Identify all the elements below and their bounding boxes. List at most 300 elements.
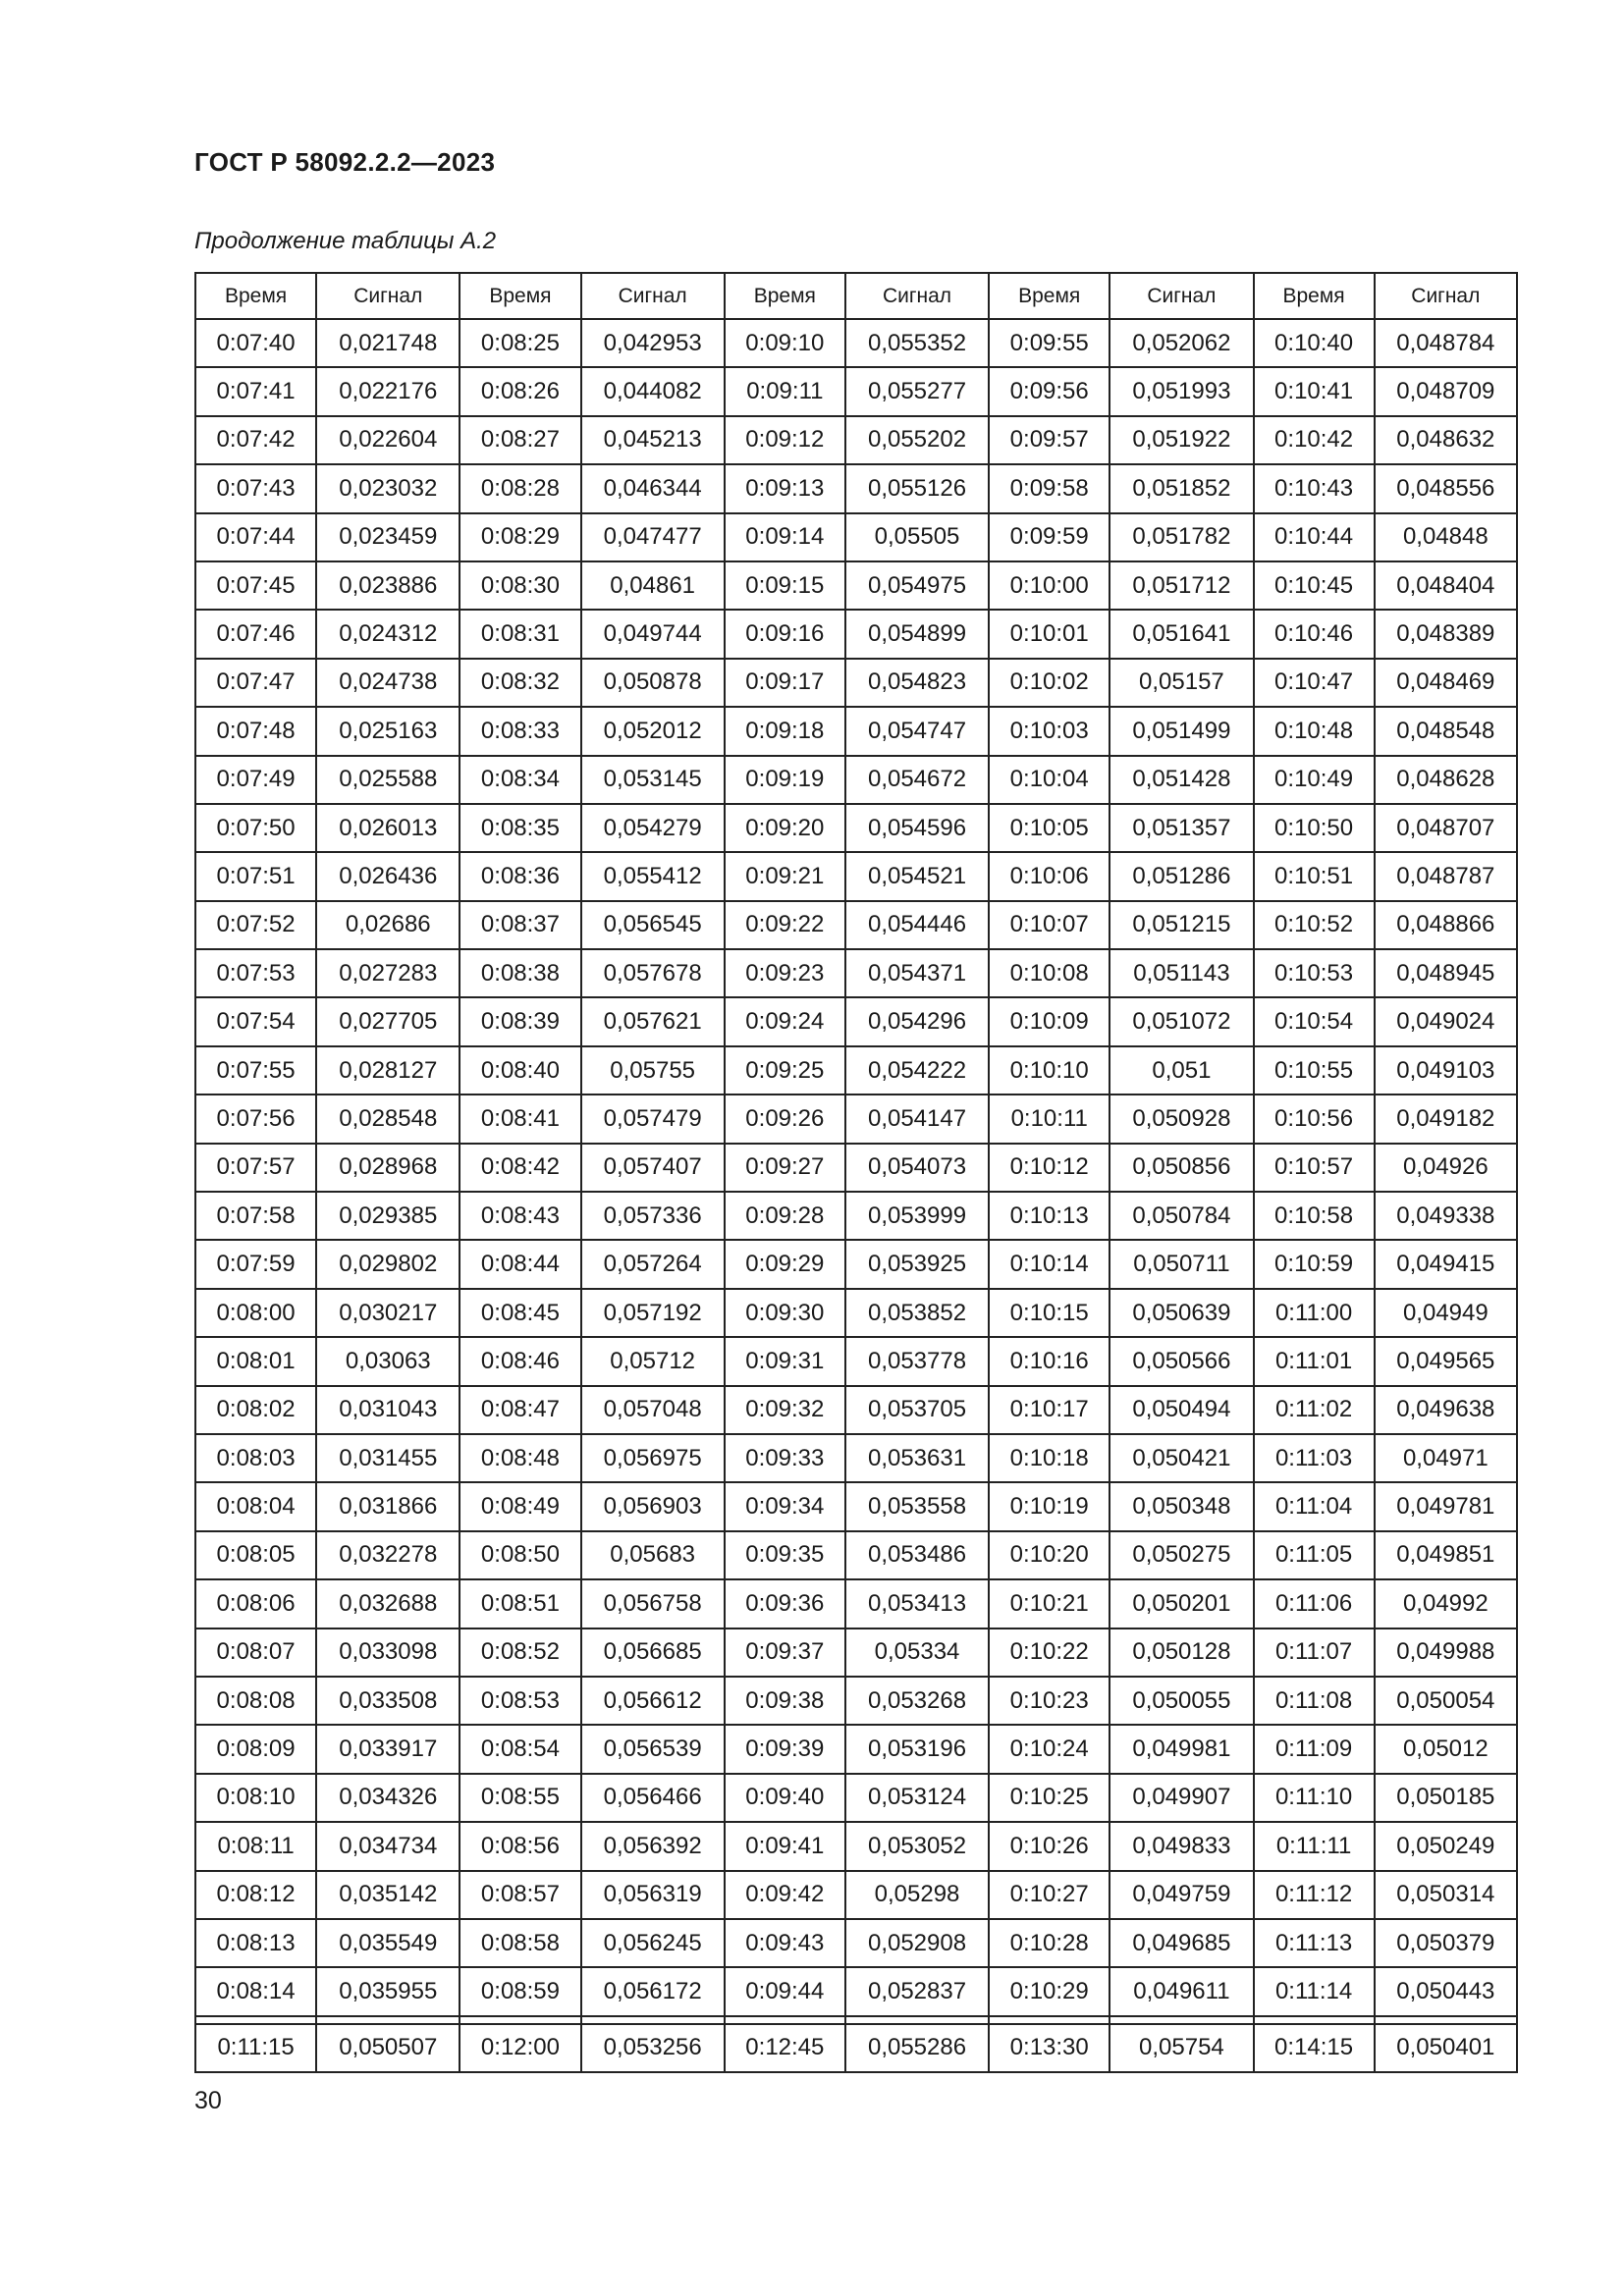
signal-cell: 0,054672: [845, 756, 989, 804]
time-cell: 0:09:40: [725, 1774, 845, 1822]
time-cell: 0:08:47: [460, 1386, 580, 1434]
signal-cell: 0,050928: [1110, 1095, 1253, 1143]
separator-cell: [989, 2016, 1110, 2024]
time-cell: 0:10:41: [1254, 367, 1375, 415]
signal-cell: 0,030217: [316, 1289, 460, 1337]
table-row: [195, 513, 1517, 561]
separator-cell: [316, 2016, 460, 2024]
time-cell: 0:09:31: [725, 1337, 845, 1385]
time-cell: 0:09:33: [725, 1434, 845, 1482]
signal-cell: 0,054975: [845, 561, 989, 610]
time-cell: 0:08:33: [460, 707, 580, 755]
table-row: [195, 464, 1517, 512]
signal-cell: 0,051215: [1110, 901, 1253, 949]
time-cell: 0:10:21: [989, 1579, 1110, 1628]
time-cell: 0:07:46: [195, 610, 316, 658]
table-separator: [195, 2016, 1517, 2024]
time-cell: 0:09:42: [725, 1871, 845, 1919]
time-cell: 0:10:14: [989, 1240, 1110, 1288]
signal-cell: 0,048548: [1375, 707, 1517, 755]
signal-cell: 0,051: [1110, 1046, 1253, 1095]
signal-cell: 0,042953: [581, 319, 725, 367]
column-header-signal: Сигнал: [581, 273, 725, 319]
table-row: [195, 1871, 1517, 1919]
table-row: [195, 1822, 1517, 1870]
signal-cell: 0,049744: [581, 610, 725, 658]
signal-cell: 0,051286: [1110, 852, 1253, 900]
signal-cell: 0,057192: [581, 1289, 725, 1337]
time-cell: 0:08:37: [460, 901, 580, 949]
signal-cell: 0,049988: [1375, 1629, 1517, 1677]
table-row: [195, 1725, 1517, 1773]
time-cell: 0:10:29: [989, 1967, 1110, 2015]
signal-cell: 0,053925: [845, 1240, 989, 1288]
signal-cell: 0,055202: [845, 416, 989, 464]
signal-cell: 0,02686: [316, 901, 460, 949]
signal-cell: 0,050443: [1375, 1967, 1517, 2015]
time-cell: 0:08:27: [460, 416, 580, 464]
time-cell: 0:09:56: [989, 367, 1110, 415]
signal-cell: 0,053486: [845, 1531, 989, 1579]
time-cell: 0:10:28: [989, 1919, 1110, 1967]
signal-cell: 0,022176: [316, 367, 460, 415]
time-cell: 0:11:13: [1254, 1919, 1375, 1967]
time-cell: 0:10:05: [989, 804, 1110, 852]
table-row: [195, 852, 1517, 900]
signal-cell: 0,050711: [1110, 1240, 1253, 1288]
signal-cell: 0,051143: [1110, 949, 1253, 997]
separator-cell: [581, 2016, 725, 2024]
signal-cell: 0,053631: [845, 1434, 989, 1482]
signal-cell: 0,049833: [1110, 1822, 1253, 1870]
signal-cell: 0,053413: [845, 1579, 989, 1628]
time-cell: 0:07:44: [195, 513, 316, 561]
time-cell: 0:11:11: [1254, 1822, 1375, 1870]
signal-cell: 0,051357: [1110, 804, 1253, 852]
signal-cell: 0,048389: [1375, 610, 1517, 658]
signal-cell: 0,05712: [581, 1337, 725, 1385]
time-cell: 0:08:44: [460, 1240, 580, 1288]
signal-cell: 0,056319: [581, 1871, 725, 1919]
table-row: [195, 1095, 1517, 1143]
signal-cell: 0,048469: [1375, 659, 1517, 707]
signal-cell: 0,055286: [845, 2024, 989, 2072]
time-cell: 0:08:04: [195, 1482, 316, 1530]
time-cell: 0:08:40: [460, 1046, 580, 1095]
table-row: [195, 756, 1517, 804]
time-cell: 0:13:30: [989, 2024, 1110, 2072]
time-cell: 0:10:58: [1254, 1192, 1375, 1240]
time-cell: 0:08:56: [460, 1822, 580, 1870]
column-header-time: Время: [1254, 273, 1375, 319]
time-cell: 0:10:22: [989, 1629, 1110, 1677]
table-row: [195, 1919, 1517, 1967]
signal-cell: 0,048628: [1375, 756, 1517, 804]
time-cell: 0:08:06: [195, 1579, 316, 1628]
time-cell: 0:08:53: [460, 1677, 580, 1725]
table-row: [195, 1046, 1517, 1095]
time-cell: 0:08:49: [460, 1482, 580, 1530]
time-cell: 0:10:56: [1254, 1095, 1375, 1143]
table-row: [195, 319, 1517, 367]
signal-cell: 0,033098: [316, 1629, 460, 1677]
time-cell: 0:07:56: [195, 1095, 316, 1143]
time-cell: 0:08:07: [195, 1629, 316, 1677]
time-cell: 0:11:01: [1254, 1337, 1375, 1385]
signal-cell: 0,049565: [1375, 1337, 1517, 1385]
time-cell: 0:08:13: [195, 1919, 316, 1967]
time-cell: 0:09:17: [725, 659, 845, 707]
signal-cell: 0,049103: [1375, 1046, 1517, 1095]
signal-cell: 0,028127: [316, 1046, 460, 1095]
time-cell: 0:10:01: [989, 610, 1110, 658]
signal-cell: 0,034734: [316, 1822, 460, 1870]
signal-cell: 0,048556: [1375, 464, 1517, 512]
time-cell: 0:10:06: [989, 852, 1110, 900]
signal-cell: 0,053256: [581, 2024, 725, 2072]
signal-cell: 0,051852: [1110, 464, 1253, 512]
time-cell: 0:10:59: [1254, 1240, 1375, 1288]
time-cell: 0:10:18: [989, 1434, 1110, 1482]
time-cell: 0:10:11: [989, 1095, 1110, 1143]
time-cell: 0:10:40: [1254, 319, 1375, 367]
signal-cell: 0,054899: [845, 610, 989, 658]
separator-cell: [460, 2016, 580, 2024]
time-cell: 0:07:55: [195, 1046, 316, 1095]
signal-cell: 0,050379: [1375, 1919, 1517, 1967]
signal-cell: 0,051712: [1110, 561, 1253, 610]
signal-cell: 0,050348: [1110, 1482, 1253, 1530]
signal-cell: 0,031043: [316, 1386, 460, 1434]
separator-cell: [1375, 2016, 1517, 2024]
time-cell: 0:09:18: [725, 707, 845, 755]
time-cell: 0:09:43: [725, 1919, 845, 1967]
signal-cell: 0,049182: [1375, 1095, 1517, 1143]
table-row: [195, 1677, 1517, 1725]
time-cell: 0:07:52: [195, 901, 316, 949]
time-cell: 0:09:55: [989, 319, 1110, 367]
signal-cell: 0,033508: [316, 1677, 460, 1725]
table-row: [195, 1531, 1517, 1579]
signal-cell: 0,029385: [316, 1192, 460, 1240]
time-cell: 0:10:27: [989, 1871, 1110, 1919]
signal-cell: 0,049611: [1110, 1967, 1253, 2015]
signal-cell: 0,054596: [845, 804, 989, 852]
time-cell: 0:07:45: [195, 561, 316, 610]
table-row: [195, 1774, 1517, 1822]
time-cell: 0:10:02: [989, 659, 1110, 707]
signal-cell: 0,050878: [581, 659, 725, 707]
time-cell: 0:10:00: [989, 561, 1110, 610]
signal-cell: 0,049907: [1110, 1774, 1253, 1822]
time-cell: 0:10:57: [1254, 1144, 1375, 1192]
signal-cell: 0,053705: [845, 1386, 989, 1434]
time-cell: 0:08:45: [460, 1289, 580, 1337]
signal-cell: 0,053999: [845, 1192, 989, 1240]
signal-cell: 0,052908: [845, 1919, 989, 1967]
table-row: [195, 1192, 1517, 1240]
time-cell: 0:07:50: [195, 804, 316, 852]
table-row: [195, 1579, 1517, 1628]
signal-cell: 0,029802: [316, 1240, 460, 1288]
time-cell: 0:10:04: [989, 756, 1110, 804]
time-cell: 0:09:15: [725, 561, 845, 610]
time-cell: 0:10:07: [989, 901, 1110, 949]
signal-cell: 0,049638: [1375, 1386, 1517, 1434]
signal-cell: 0,048866: [1375, 901, 1517, 949]
signal-cell: 0,053268: [845, 1677, 989, 1725]
separator-cell: [845, 2016, 989, 2024]
signal-cell: 0,049415: [1375, 1240, 1517, 1288]
signal-cell: 0,048784: [1375, 319, 1517, 367]
time-cell: 0:07:48: [195, 707, 316, 755]
time-cell: 0:11:12: [1254, 1871, 1375, 1919]
signal-cell: 0,032278: [316, 1531, 460, 1579]
time-cell: 0:10:19: [989, 1482, 1110, 1530]
signal-cell: 0,023032: [316, 464, 460, 512]
time-cell: 0:08:05: [195, 1531, 316, 1579]
signal-cell: 0,050185: [1375, 1774, 1517, 1822]
signal-cell: 0,05505: [845, 513, 989, 561]
time-cell: 0:08:26: [460, 367, 580, 415]
signal-cell: 0,053196: [845, 1725, 989, 1773]
time-cell: 0:09:16: [725, 610, 845, 658]
time-cell: 0:12:00: [460, 2024, 580, 2072]
time-cell: 0:08:14: [195, 1967, 316, 2015]
signal-cell: 0,047477: [581, 513, 725, 561]
signal-cell: 0,056545: [581, 901, 725, 949]
signal-cell: 0,054747: [845, 707, 989, 755]
time-cell: 0:08:30: [460, 561, 580, 610]
signal-cell: 0,057678: [581, 949, 725, 997]
time-cell: 0:07:49: [195, 756, 316, 804]
signal-cell: 0,056245: [581, 1919, 725, 1967]
time-cell: 0:11:15: [195, 2024, 316, 2072]
signal-cell: 0,050784: [1110, 1192, 1253, 1240]
time-cell: 0:09:24: [725, 997, 845, 1045]
time-cell: 0:08:28: [460, 464, 580, 512]
signal-cell: 0,055277: [845, 367, 989, 415]
signal-cell: 0,049851: [1375, 1531, 1517, 1579]
signal-cell: 0,04971: [1375, 1434, 1517, 1482]
signal-cell: 0,04848: [1375, 513, 1517, 561]
signal-cell: 0,051641: [1110, 610, 1253, 658]
time-cell: 0:08:25: [460, 319, 580, 367]
time-cell: 0:11:07: [1254, 1629, 1375, 1677]
time-cell: 0:09:39: [725, 1725, 845, 1773]
signal-cell: 0,049981: [1110, 1725, 1253, 1773]
time-cell: 0:07:53: [195, 949, 316, 997]
signal-cell: 0,025588: [316, 756, 460, 804]
time-cell: 0:08:46: [460, 1337, 580, 1385]
time-cell: 0:08:36: [460, 852, 580, 900]
time-cell: 0:09:58: [989, 464, 1110, 512]
signal-cell: 0,051499: [1110, 707, 1253, 755]
signal-cell: 0,026013: [316, 804, 460, 852]
signal-cell: 0,053778: [845, 1337, 989, 1385]
signal-cell: 0,026436: [316, 852, 460, 900]
signal-cell: 0,056975: [581, 1434, 725, 1482]
signal-cell: 0,028968: [316, 1144, 460, 1192]
column-header-time: Время: [195, 273, 316, 319]
separator-cell: [1110, 2016, 1253, 2024]
time-cell: 0:08:34: [460, 756, 580, 804]
time-cell: 0:07:42: [195, 416, 316, 464]
signal-cell: 0,05012: [1375, 1725, 1517, 1773]
time-cell: 0:10:08: [989, 949, 1110, 997]
signal-cell: 0,050566: [1110, 1337, 1253, 1385]
signal-cell: 0,022604: [316, 416, 460, 464]
signal-cell: 0,051428: [1110, 756, 1253, 804]
signal-cell: 0,054371: [845, 949, 989, 997]
time-cell: 0:08:12: [195, 1871, 316, 1919]
time-cell: 0:08:55: [460, 1774, 580, 1822]
signal-cell: 0,05334: [845, 1629, 989, 1677]
time-cell: 0:10:44: [1254, 513, 1375, 561]
signal-cell: 0,028548: [316, 1095, 460, 1143]
signal-cell: 0,050055: [1110, 1677, 1253, 1725]
signal-table: [194, 272, 1518, 2073]
time-cell: 0:09:44: [725, 1967, 845, 2015]
table-row: [195, 1289, 1517, 1337]
time-cell: 0:08:51: [460, 1579, 580, 1628]
signal-cell: 0,049685: [1110, 1919, 1253, 1967]
table-body: [195, 319, 1517, 2072]
table-row: [195, 901, 1517, 949]
signal-cell: 0,048404: [1375, 561, 1517, 610]
time-cell: 0:08:31: [460, 610, 580, 658]
signal-cell: 0,031866: [316, 1482, 460, 1530]
time-cell: 0:08:50: [460, 1531, 580, 1579]
signal-cell: 0,053124: [845, 1774, 989, 1822]
time-cell: 0:09:21: [725, 852, 845, 900]
separator-cell: [195, 2016, 316, 2024]
signal-cell: 0,049338: [1375, 1192, 1517, 1240]
time-cell: 0:08:39: [460, 997, 580, 1045]
table-row: [195, 610, 1517, 658]
time-cell: 0:09:12: [725, 416, 845, 464]
signal-cell: 0,050507: [316, 2024, 460, 2072]
time-cell: 0:10:45: [1254, 561, 1375, 610]
table-row: [195, 1386, 1517, 1434]
time-cell: 0:10:43: [1254, 464, 1375, 512]
table-row: [195, 1629, 1517, 1677]
time-cell: 0:09:36: [725, 1579, 845, 1628]
time-cell: 0:09:10: [725, 319, 845, 367]
time-cell: 0:09:20: [725, 804, 845, 852]
time-cell: 0:07:40: [195, 319, 316, 367]
time-cell: 0:08:02: [195, 1386, 316, 1434]
time-cell: 0:08:54: [460, 1725, 580, 1773]
signal-cell: 0,050494: [1110, 1386, 1253, 1434]
signal-cell: 0,055352: [845, 319, 989, 367]
signal-cell: 0,023886: [316, 561, 460, 610]
time-cell: 0:08:11: [195, 1822, 316, 1870]
signal-cell: 0,032688: [316, 1579, 460, 1628]
signal-cell: 0,048632: [1375, 416, 1517, 464]
time-cell: 0:09:35: [725, 1531, 845, 1579]
time-cell: 0:09:26: [725, 1095, 845, 1143]
time-cell: 0:10:09: [989, 997, 1110, 1045]
signal-cell: 0,057264: [581, 1240, 725, 1288]
time-cell: 0:10:24: [989, 1725, 1110, 1773]
signal-cell: 0,05683: [581, 1531, 725, 1579]
time-cell: 0:14:15: [1254, 2024, 1375, 2072]
time-cell: 0:10:16: [989, 1337, 1110, 1385]
time-cell: 0:10:03: [989, 707, 1110, 755]
time-cell: 0:08:43: [460, 1192, 580, 1240]
signal-cell: 0,052062: [1110, 319, 1253, 367]
signal-cell: 0,056758: [581, 1579, 725, 1628]
signal-cell: 0,031455: [316, 1434, 460, 1482]
signal-cell: 0,057621: [581, 997, 725, 1045]
table-header-row: [195, 273, 1517, 319]
time-cell: 0:08:35: [460, 804, 580, 852]
time-cell: 0:08:41: [460, 1095, 580, 1143]
time-cell: 0:07:41: [195, 367, 316, 415]
time-cell: 0:10:13: [989, 1192, 1110, 1240]
time-cell: 0:09:41: [725, 1822, 845, 1870]
time-cell: 0:11:09: [1254, 1725, 1375, 1773]
standard-code: ГОСТ Р 58092.2.2—2023: [194, 147, 496, 177]
time-cell: 0:09:25: [725, 1046, 845, 1095]
time-cell: 0:10:52: [1254, 901, 1375, 949]
time-cell: 0:11:05: [1254, 1531, 1375, 1579]
signal-cell: 0,057407: [581, 1144, 725, 1192]
time-cell: 0:10:54: [1254, 997, 1375, 1045]
signal-cell: 0,034326: [316, 1774, 460, 1822]
time-cell: 0:09:11: [725, 367, 845, 415]
time-cell: 0:10:46: [1254, 610, 1375, 658]
signal-cell: 0,024738: [316, 659, 460, 707]
table-row: [195, 1482, 1517, 1530]
signal-cell: 0,04949: [1375, 1289, 1517, 1337]
signal-cell: 0,024312: [316, 610, 460, 658]
table-caption: Продолжение таблицы А.2: [194, 228, 497, 254]
column-header-signal: Сигнал: [1110, 273, 1253, 319]
time-cell: 0:08:59: [460, 1967, 580, 2015]
table-row: [195, 949, 1517, 997]
column-header-signal: Сигнал: [1375, 273, 1517, 319]
signal-cell: 0,054073: [845, 1144, 989, 1192]
table-row: [195, 1144, 1517, 1192]
time-cell: 0:10:17: [989, 1386, 1110, 1434]
signal-cell: 0,055412: [581, 852, 725, 900]
table-row: [195, 1967, 1517, 2015]
time-cell: 0:07:54: [195, 997, 316, 1045]
signal-cell: 0,05754: [1110, 2024, 1253, 2072]
time-cell: 0:07:58: [195, 1192, 316, 1240]
time-cell: 0:08:00: [195, 1289, 316, 1337]
signal-cell: 0,056539: [581, 1725, 725, 1773]
time-cell: 0:08:52: [460, 1629, 580, 1677]
signal-cell: 0,050401: [1375, 2024, 1517, 2072]
time-cell: 0:09:32: [725, 1386, 845, 1434]
signal-cell: 0,050639: [1110, 1289, 1253, 1337]
signal-cell: 0,053558: [845, 1482, 989, 1530]
time-cell: 0:08:58: [460, 1919, 580, 1967]
table-row: [195, 1240, 1517, 1288]
signal-cell: 0,057479: [581, 1095, 725, 1143]
signal-cell: 0,027283: [316, 949, 460, 997]
table-row: [195, 659, 1517, 707]
signal-cell: 0,056903: [581, 1482, 725, 1530]
table-row: [195, 707, 1517, 755]
time-cell: 0:08:48: [460, 1434, 580, 1482]
time-cell: 0:11:08: [1254, 1677, 1375, 1725]
signal-cell: 0,035549: [316, 1919, 460, 1967]
signal-cell: 0,056466: [581, 1774, 725, 1822]
